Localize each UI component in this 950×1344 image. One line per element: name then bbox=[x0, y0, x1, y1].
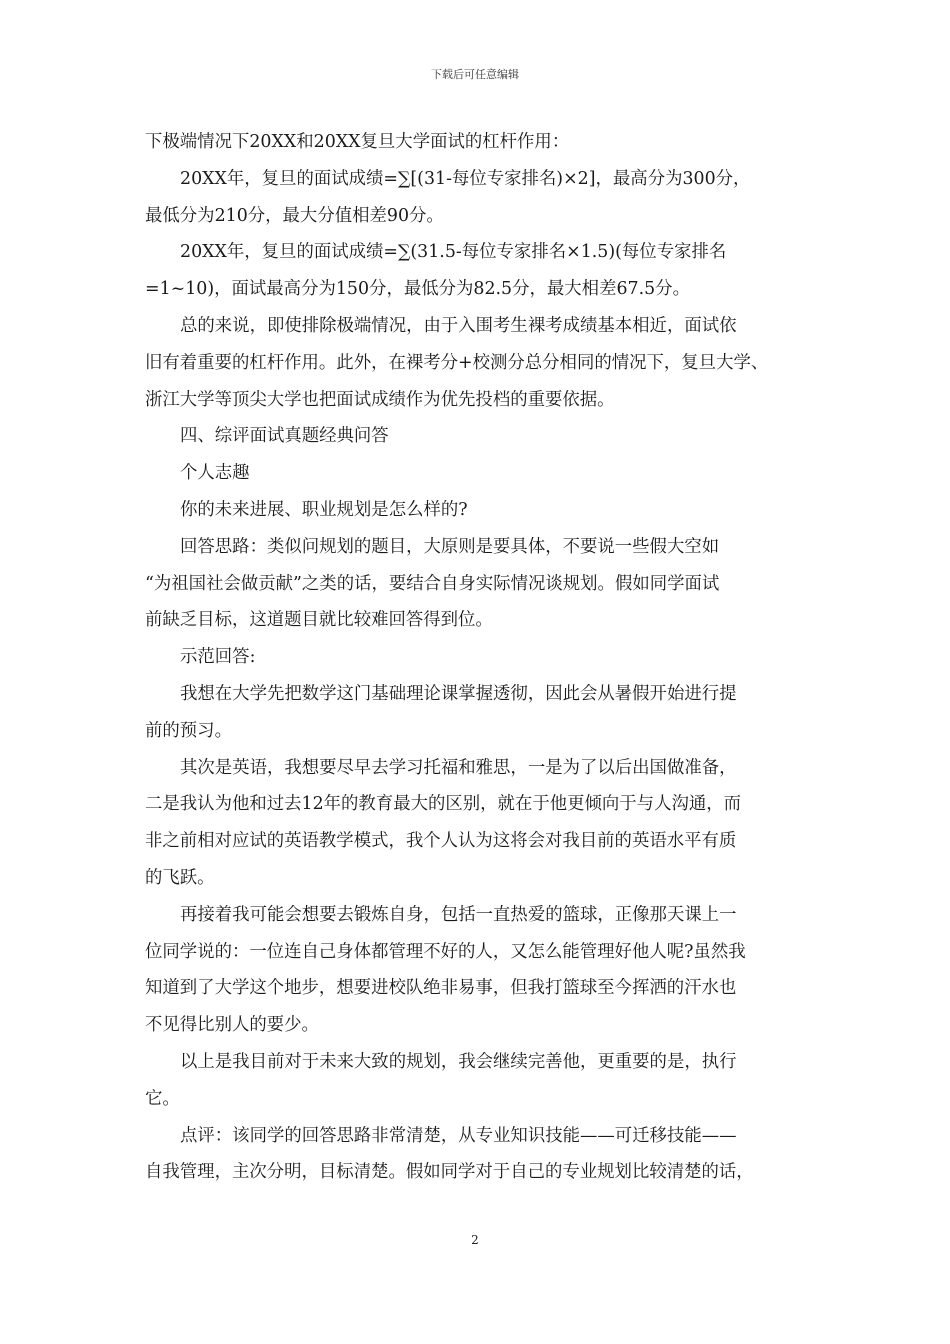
paragraph-line: 最低分为210分，最大分值相差90分。 bbox=[145, 205, 444, 226]
paragraph-line: 前的预习。 bbox=[145, 720, 232, 741]
paragraph-line: 点评：该同学的回答思路非常清楚，从专业知识技能——可迁移技能—— bbox=[180, 1125, 737, 1146]
question-line: 你的未来进展、职业规划是怎么样的? bbox=[180, 499, 468, 520]
paragraph-line: =1~10)，面试最高分为150分，最低分为82.5分，最大相差67.5分。 bbox=[145, 279, 690, 300]
paragraph-line: 其次是英语，我想要尽早去学习托福和雅思，一是为了以后出国做准备， bbox=[180, 757, 737, 778]
document-body bbox=[145, 124, 825, 1191]
paragraph-line: 总的来说，即使排除极端情况，由于入围考生裸考成绩基本相近，面试依 bbox=[180, 315, 737, 336]
paragraph-line: 知道到了大学这个地步，想要进校队绝非易事，但我打篮球至今挥洒的汗水也 bbox=[145, 978, 737, 999]
paragraph-line: 旧有着重要的杠杆作用。此外，在裸考分+校测分总分相同的情况下，复旦大学、 bbox=[145, 352, 769, 373]
paragraph-line: 再接着我可能会想要去锻炼自身，包括一直热爱的篮球，正像那天课上一 bbox=[180, 904, 737, 925]
paragraph-line: 自我管理，主次分明，目标清楚。假如同学对于自己的专业规划比较清楚的话， bbox=[145, 1162, 754, 1183]
paragraph-line: 示范回答: bbox=[180, 647, 256, 668]
paragraph-line: “为祖国社会做贡献”之类的话，要结合自身实际情况谈规划。假如同学面试 bbox=[145, 573, 720, 594]
page-header: 下载后可任意编辑 bbox=[431, 68, 519, 81]
paragraph-line: 下极端情况下20XX和20XX复旦大学面试的杠杆作用： bbox=[145, 132, 570, 152]
paragraph-line: 它。 bbox=[145, 1088, 180, 1109]
section-heading: 四、综评面试真题经典问答 bbox=[180, 426, 389, 447]
paragraph-line: 二是我认为他和过去12年的教育最大的区别，就在于他更倾向于与人沟通，而 bbox=[145, 794, 742, 815]
paragraph-line: 前缺乏目标，这道题目就比较难回答得到位。 bbox=[145, 610, 493, 631]
paragraph-line: 位同学说的：一位连自己身体都管理不好的人，又怎么能管理好他人呢?虽然我 bbox=[145, 941, 746, 962]
page-number: 2 bbox=[471, 1233, 479, 1247]
paragraph-line: 20XX年，复旦的面试成绩=∑[(31-每位专家排名)×2]，最高分为300分， bbox=[180, 168, 751, 189]
paragraph-line: 不见得比别人的要少。 bbox=[145, 1015, 319, 1036]
paragraph-line: 浙江大学等顶尖大学也把面试成绩作为优先投档的重要依据。 bbox=[145, 389, 615, 410]
paragraph-line: 20XX年，复旦的面试成绩=∑(31.5-每位专家排名×1.5)(每位专家排名 bbox=[180, 242, 727, 263]
paragraph-line: 回答思路：类似问规划的题目，大原则是要具体，不要说一些假大空如 bbox=[180, 536, 720, 557]
paragraph-line: 我想在大学先把数学这门基础理论课掌握透彻，因此会从暑假开始进行提 bbox=[180, 683, 737, 704]
paragraph-line: 非之前相对应试的英语教学模式，我个人认为这将会对我目前的英语水平有质 bbox=[145, 831, 737, 852]
paragraph-line: 以上是我目前对于未来大致的规划，我会继续完善他，更重要的是，执行 bbox=[180, 1051, 737, 1072]
paragraph-line: 的飞跃。 bbox=[145, 867, 215, 888]
subsection-heading: 个人志趣 bbox=[180, 463, 250, 484]
